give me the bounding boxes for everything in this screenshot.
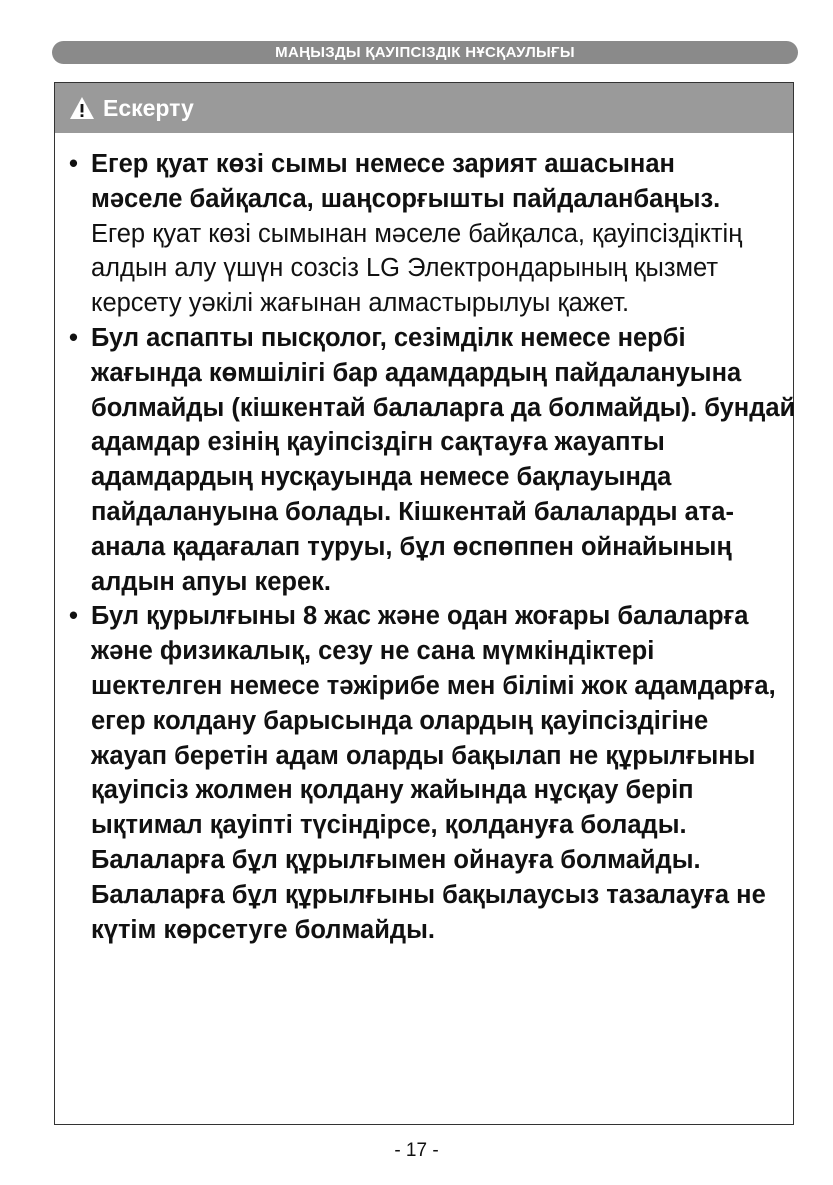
warning-item-normal: Егер қуат көзі сымынан мәселе байқалса, қауіпсіздіктің алдын алу үшүн созсіз LG Электрондарының қызмет керсету уәкілі жағынан алмастырылуы қажет. [91, 219, 743, 318]
warning-item-bold: Бул қурылғыны 8 жас және одан жоғары балаларға және физикалық, сезу не сана мүмкіндіктері шектелген немесе тәжірибе мен білімі жок адамдарға, егер колдану барысында олардың қауіпсіздігіне жауап беретін адам оларды бақылап не құрылғыны қауіпсіз жолмен қолдану жайында нұсқау беріп ықтимал қауіпті түсіндірсе, қолдануға болады. Балаларға бұл құрылғымен ойнауға болмайды. Балаларға бұл құрылғыны бақылаусыз тазалауға не күтім көрсетуге болмайды. [91, 602, 776, 944]
warning-item-bold: Егер қуат көзі сымы немесе зарият ашасынан мәселе байқалса, шаңсорғышты пайдаланбаңыз. [91, 150, 721, 213]
warning-item [69, 321, 796, 599]
section-header-bar [52, 41, 798, 64]
warning-item-bold: Бул аспапты пысқолог, сезімділк немесе нербі жағында көмшілігі бар адамдардың пайдалануына болмайды (кішкентай балаларга да болмайды). бундай адамдар езінің қауіпсіздігн сақтауға жауапты адамдардың нусқауында немесе бақлауында пайдалануына болады. Кішкентай балаларды ата-анала қадағалап туруы, бұл өспөппен ойнайының алдын апуы керек. [91, 323, 796, 596]
warning-content [55, 133, 796, 947]
warning-header [55, 83, 793, 133]
section-title: МАҢЫЗДЫ ҚАУІПСІЗДІК НҰСҚАУЛЫҒЫ [275, 44, 575, 61]
warning-box [54, 82, 794, 1125]
bullet: • [69, 602, 78, 631]
warning-item [69, 147, 793, 321]
bullet: • [69, 323, 78, 352]
page-number: - 17 - [394, 1140, 439, 1161]
warning-title: Ескерту [103, 94, 194, 121]
warning-triangle-icon [69, 96, 95, 120]
warning-item [69, 599, 793, 947]
bullet: • [69, 150, 78, 178]
